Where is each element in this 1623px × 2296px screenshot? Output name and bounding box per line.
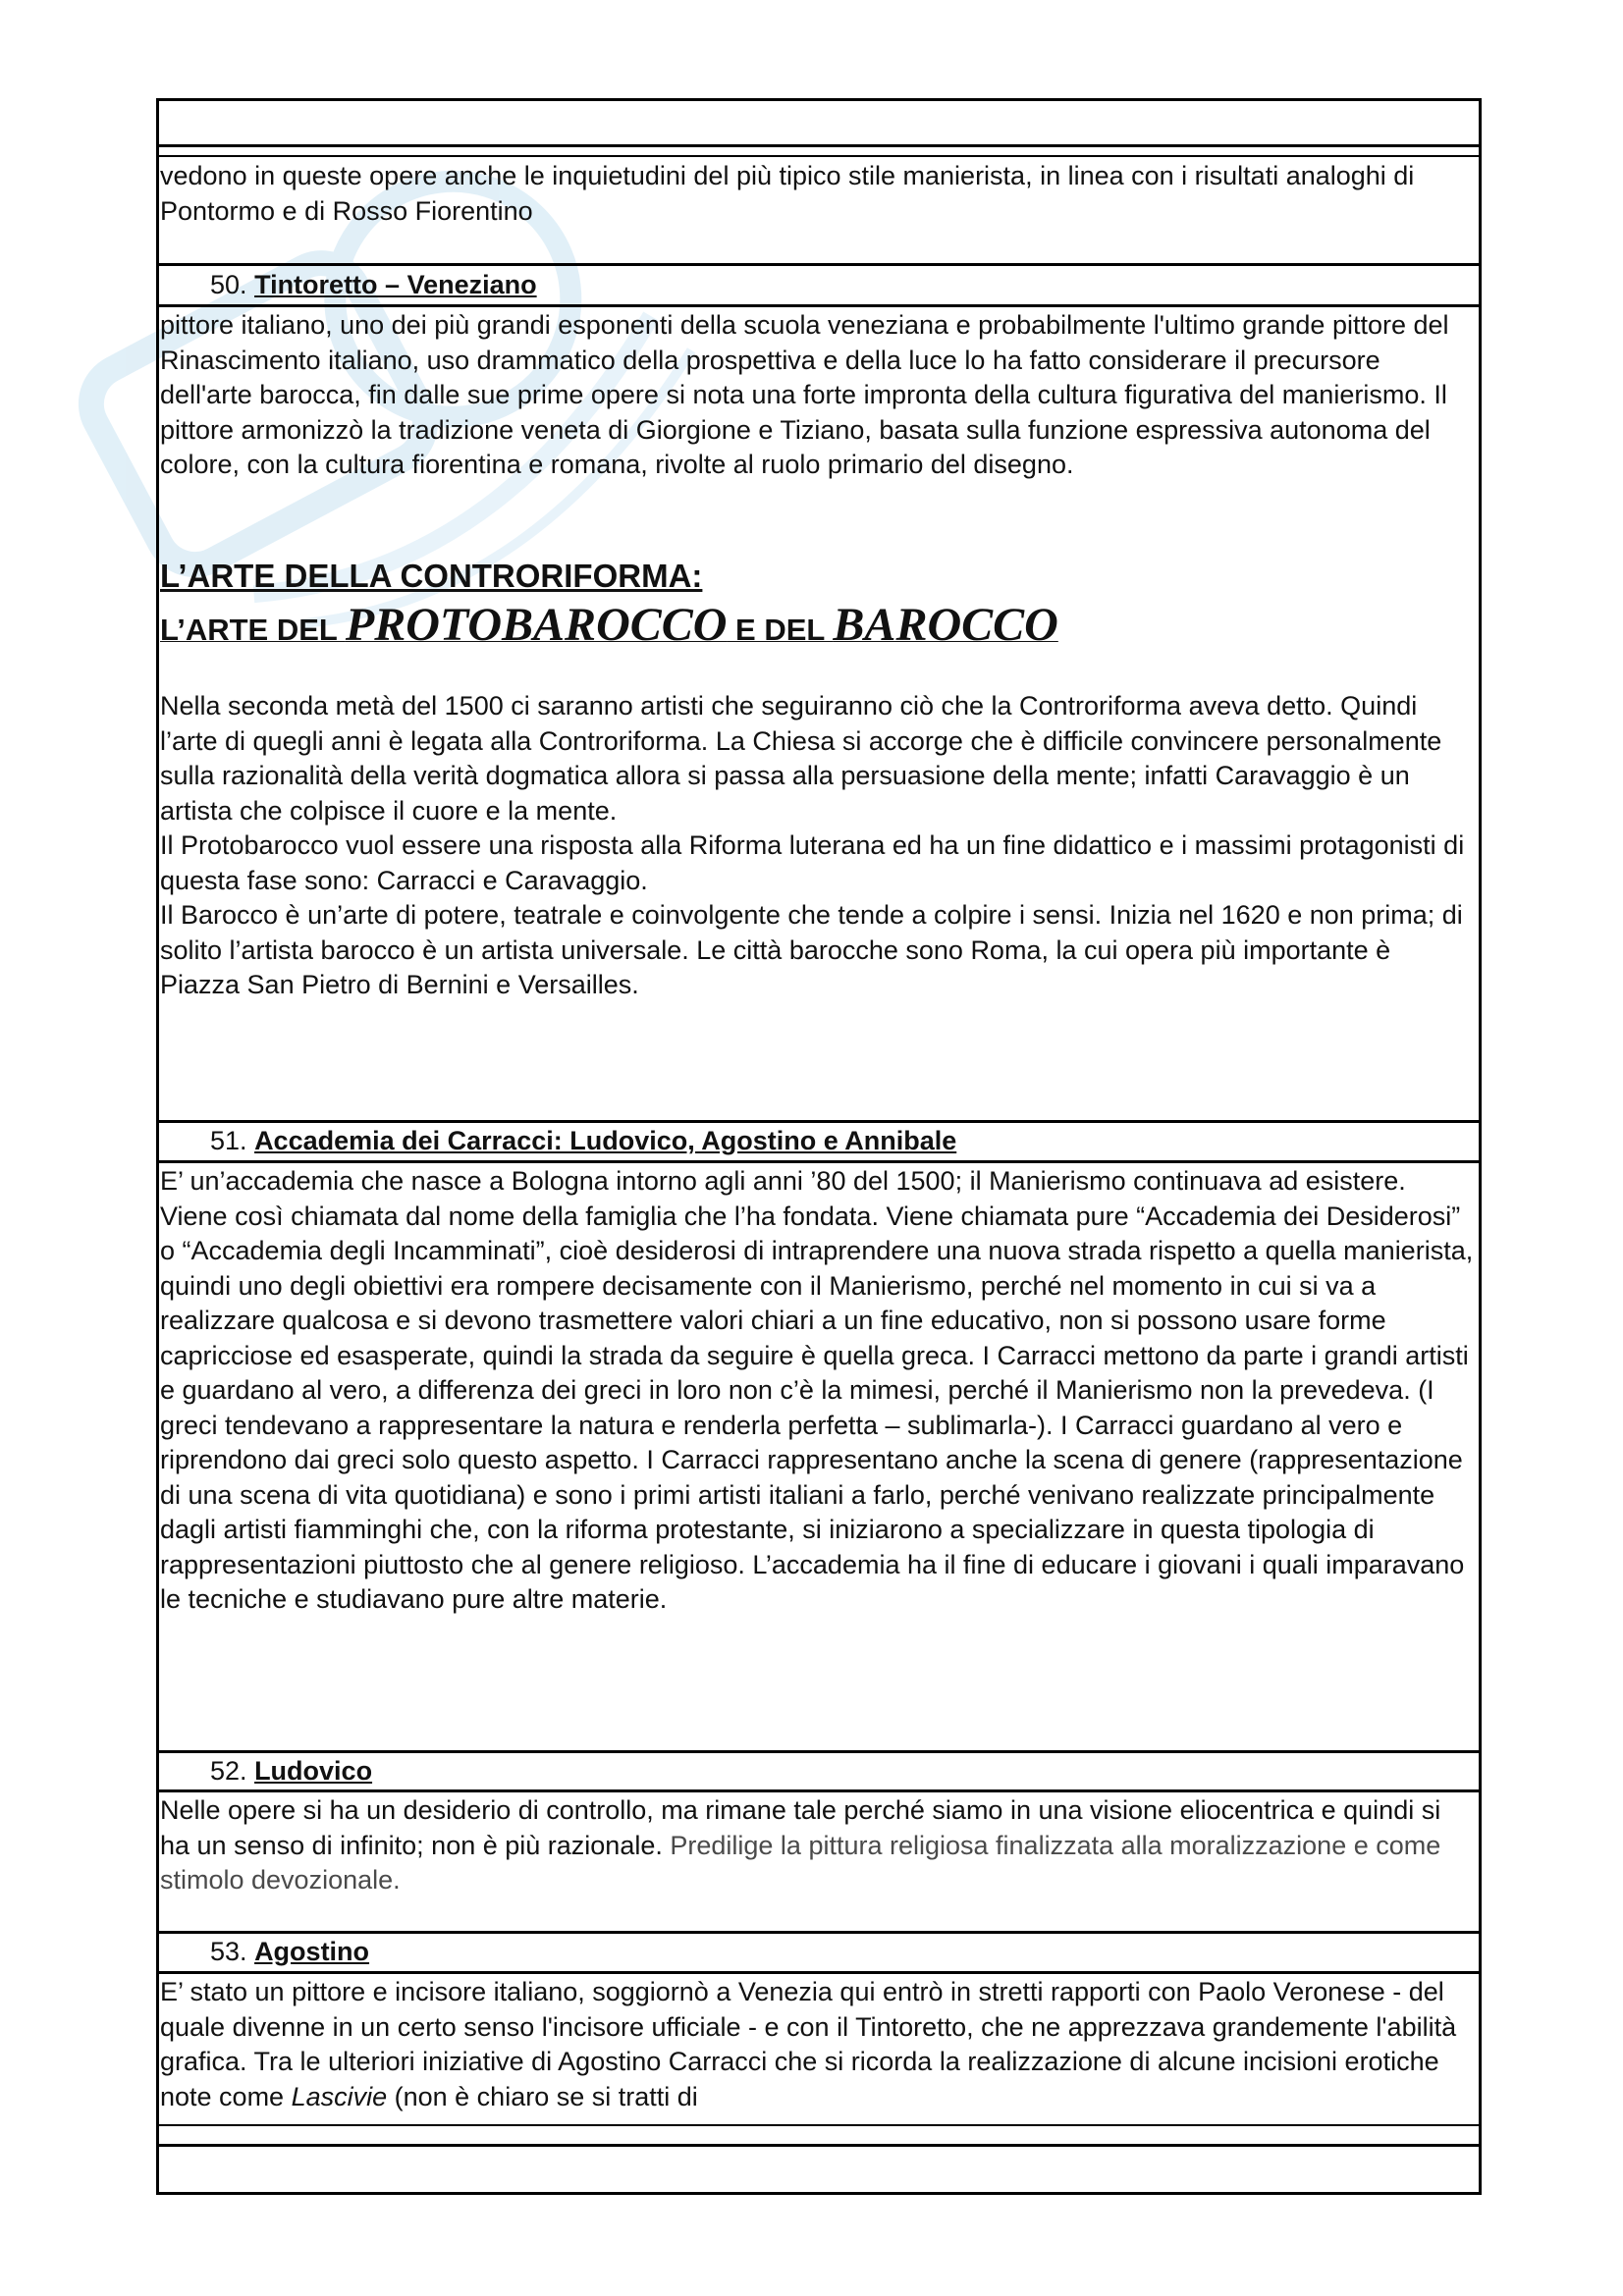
section-number: 51. <box>210 1126 247 1155</box>
footer-box <box>156 2144 1482 2195</box>
section-text: E’ stato un pittore e incisore italiano, soggiornò a Venezia qui entrò in stretti rapporti con Paolo Veronese - del quale divenne in un certo senso l'incisore ufficiale - e con il Tintoretto, che ne apprezzava grandemente l'abilità grafica. Tra le ulteriori iniziative di Agostino Carracci che si ricorda la realizzazione di alcune incisioni erotiche note come <box>160 1977 1457 2111</box>
section-title: Ludovico <box>254 1756 373 1786</box>
divider <box>210 263 1482 266</box>
controriforma-text <box>160 689 1474 1003</box>
section-body-52 <box>160 1793 1474 1898</box>
section-body-50 <box>160 308 1474 483</box>
section-paragraph <box>160 1793 1474 1898</box>
section-body-51 <box>160 1164 1474 1618</box>
divider <box>156 304 1482 307</box>
section-title: Accademia dei Carracci: Ludovico, Agostino e Annibale <box>254 1126 957 1155</box>
section-heading-50 <box>210 267 537 302</box>
header-box <box>156 98 1482 147</box>
divider <box>156 155 1482 157</box>
chapter-heading-line2 <box>160 598 1466 664</box>
divider <box>156 1971 1482 1974</box>
section-number: 50. <box>210 270 247 299</box>
heading-part: L’ARTE DEL <box>160 613 346 647</box>
controriforma-paragraph: Il Barocco è un’arte di potere, teatrale e coinvolgente che tende a colpire i sensi. Inizia nel 1620 e non prima; di solito l’artista barocco è un artista universale. Le città barocche sono Roma, la cui opera più importante è Piazza San Pietro di Bernini e Versailles. <box>160 900 1463 999</box>
heading-part: E DEL <box>727 613 834 647</box>
controriforma-paragraph: Nella seconda metà del 1500 ci saranno artisti che seguiranno ciò che la Controriforma aveva detto. Quindi l’arte di quegli anni è legata alla Controriforma. La Chiesa si accorge che è difficile convincere personalmente sulla razionalità della verità dogmatica allora si passa alla persuasione della mente; infatti Caravaggio è un artista che colpisce il cuore e la mente. <box>160 691 1442 826</box>
section-number: 53. <box>210 1937 247 1966</box>
section-title: Agostino <box>254 1937 370 1966</box>
section-number: 52. <box>210 1756 247 1786</box>
controriforma-paragraph: Il Protobarocco vuol essere una risposta alla Riforma luterana ed ha un fine didattico e i massimi protagonisti di questa fase sono: Carracci e Caravaggio. <box>160 830 1465 895</box>
chapter-heading <box>160 555 1466 664</box>
divider <box>156 2124 1482 2126</box>
continuation-text <box>160 159 1474 229</box>
section-heading-52 <box>210 1753 372 1789</box>
italic-term: Lascivie <box>291 2081 388 2111</box>
section-body-53 <box>160 1975 1474 2114</box>
section-paragraph: E’ un’accademia che nasce a Bologna intorno agli anni ’80 del 1500; il Manierismo continuava ad esistere. Viene così chiamata dal nome della famiglia che l’ha fondata. Viene chiamata pure “Accademia dei Desiderosi” o “Accademia degli Incamminati”, cioè desiderosi di intraprendere una nuova strada rispetto a quella manierista, quindi uno degli obiettivi era rompere decisamente con il Manierismo, perché nel momento in cui si va a realizzare qualcosa e si devono trasmettere valori chiari a un fine educativo, non si possono usare forme capricciose ed esasperate, quindi la strada da seguire è quella greca. I Carracci mettono da parte i grandi artisti e guardano al vero, a differenza dei greci in loro non c’è la mimesi, perché il Manierismo non la prevedeva. (I greci tendevano a rappresentare la natura e renderla perfetta – sublimarla-). I Carracci guardano al vero e riprendono dai greci solo questo aspetto. I Carracci rappresentano anche la scena di genere (rappresentazione di una scena di vita quotidiana) e sono i primi artisti italiani a farlo, perché venivano realizzate principalmente dagli artisti fiamminghi che, con la riforma protestante, si iniziarono a specializzare in questa tipologia di rappresentazioni piuttosto che al genere religioso. L’accademia ha il fine di educare i giovani i quali imparavano le tecniche e studiavano pure altre materie. <box>160 1166 1474 1614</box>
section-heading-51 <box>210 1123 956 1158</box>
section-paragraph <box>160 1975 1474 2114</box>
chapter-heading-line1: L’ARTE DELLA CONTRORIFORMA: <box>160 558 703 594</box>
heading-barocco: BAROCCO <box>833 599 1058 651</box>
divider <box>210 1931 1482 1934</box>
section-text: Nelle opere si ha un desiderio di controllo, ma rimane tale perché siamo in una visione eliocentrica e quindi si ha un senso di infinito; non è più razionale. <box>160 1795 1441 1860</box>
section-title: Tintoretto – Veneziano <box>254 270 537 299</box>
divider <box>156 1160 1482 1163</box>
heading-protobarocco: PROTOBAROCCO <box>345 599 728 651</box>
divider <box>156 1789 1482 1792</box>
section-paragraph: pittore italiano, uno dei più grandi esponenti della scuola veneziana e probabilmente l'ultimo grande pittore del Rinascimento italiano, uso drammatico della prospettiva e della luce lo ha fatto considerare il precursore dell'arte barocca, fin dalle sue prime opere si nota una forte impronta della cultura figurativa del manierismo. Il pittore armonizzò la tradizione veneta di Giorgione e Tiziano, basata sulla funzione espressiva autonoma del colore, con la cultura fiorentina e romana, rivolte al ruolo primario del disegno. <box>160 310 1449 479</box>
section-text: (non è chiaro se si tratti di <box>387 2081 698 2111</box>
section-heading-53 <box>210 1934 369 1969</box>
continuation-paragraph: vedono in queste opere anche le inquietudini del più tipico stile manierista, in linea con i risultati analoghi di Pontormo e di Rosso Fiorentino <box>160 161 1415 226</box>
section-text-gray: Predilige la pittura religiosa finalizzata alla moralizzazione e come stimolo devozionale. <box>160 1830 1441 1895</box>
